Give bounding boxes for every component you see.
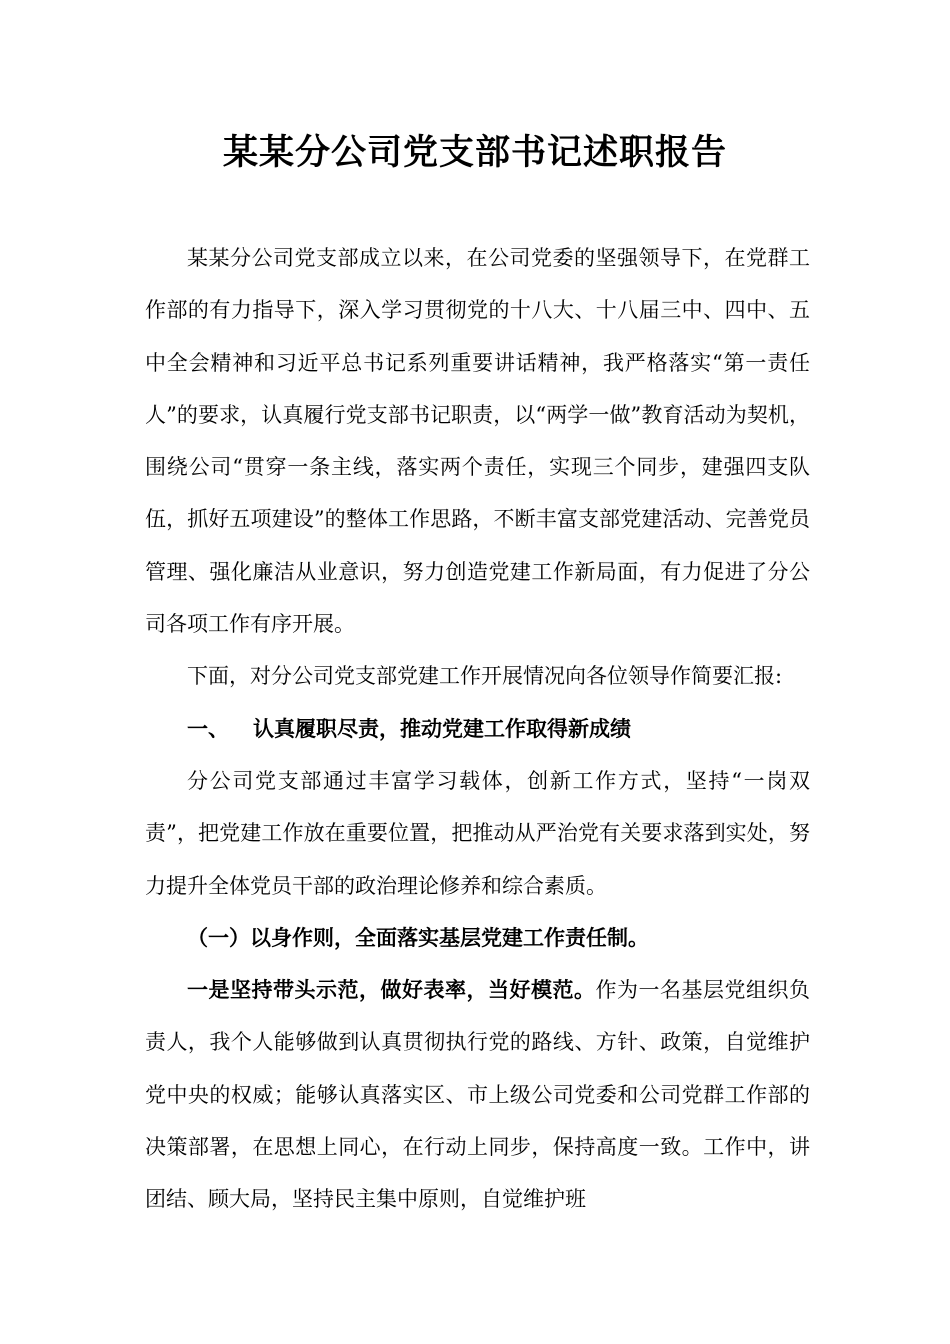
summary-paragraph: 下面，对分公司党支部党建工作开展情况向各位领导作简要汇报: [187, 664, 783, 689]
section-title: 认真履职尽责，推动党建工作取得新成绩 [253, 715, 631, 741]
point-lead: 一是坚持带头示范，做好表率，当好模范。 [187, 977, 596, 1003]
document-title: 某某分公司党支部书记述职报告 [222, 132, 727, 173]
point-body: 作为一名基层党组织负责人，我个人能够做到认真贯彻执行党的路线、方针、政策，自觉维护党中央的权威；能够认真落实区、市上级公司党委和公司党群工作部的决策部署，在思想上同心，在行动上同步，保持高度一致。工作中，讲团结、顾大局，坚持民主集中原则，自觉维护班 [145, 978, 810, 1212]
section-number: 一、 [187, 715, 229, 741]
section-paragraph: 分公司党支部通过丰富学习载体，创新工作方式，坚持“一岗双责”，把党建工作放在重要位置，把推动从严治党有关要求落到实处，努力提升全体党员干部的政治理论修养和综合素质。 [145, 768, 810, 898]
intro-paragraph: 某某分公司党支部成立以来，在公司党委的坚强领导下，在党群工作部的有力指导下，深入学习贯彻党的十八大、十八届三中、四中、五中全会精神和习近平总书记系列重要讲话精神，我严格落实“第一责任人”的要求，认真履行党支部书记职责，以“两学一做”教育活动为契机，围绕公司“贯穿一条主线，落实两个责任，实现三个同步，建强四支队伍，抓好五项建设”的整体工作思路，不断丰富支部党建活动、完善党员管理、强化廉洁从业意识，努力创造党建工作新局面，有力促进了分公司各项工作有序开展。 [145, 246, 810, 637]
point-paragraph [145, 964, 810, 1225]
report-body [145, 232, 810, 1226]
subsection-heading: （一）以身作则，全面落实基层党建工作责任制。 [187, 924, 649, 950]
section-heading [145, 703, 810, 755]
